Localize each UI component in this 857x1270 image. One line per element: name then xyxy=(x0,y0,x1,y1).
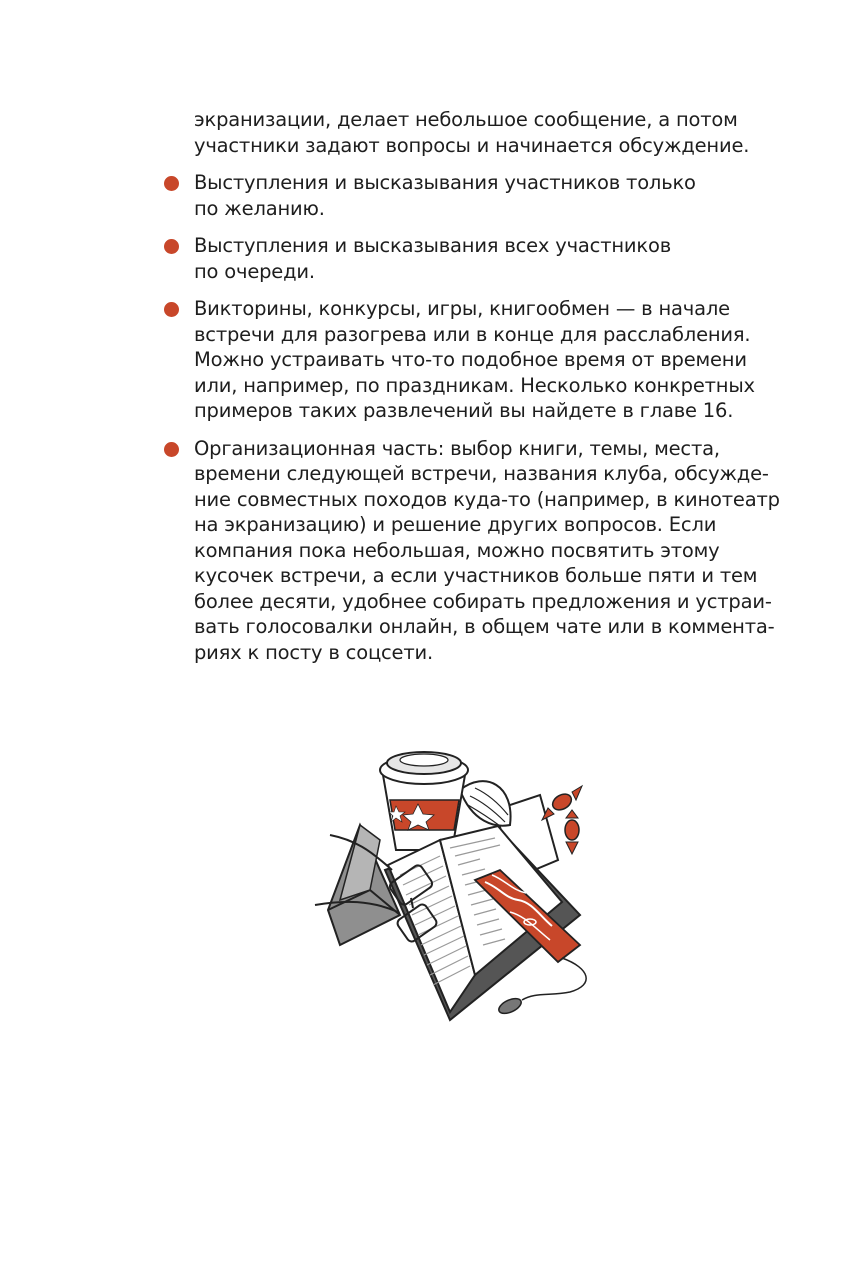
text-line: по очереди. xyxy=(194,259,315,283)
text-line: Викторины, конкурсы, игры, книгообмен — в начале xyxy=(194,297,730,320)
text-line: участники задают вопросы и начинается обсуждение. xyxy=(194,133,750,157)
text-line: Выступления и высказывания всех участников xyxy=(194,234,671,257)
bullet-item xyxy=(194,436,784,666)
text-line: ние совместных походов куда-то (например, в кинотеатр xyxy=(194,487,780,511)
text-line: на экранизацию) и решение других вопросов. Если xyxy=(194,513,717,536)
bullet-dot-icon xyxy=(164,302,179,317)
coffee-cup-icon xyxy=(380,752,468,850)
bullet-dot-icon xyxy=(164,442,179,457)
bullet-item xyxy=(194,233,784,284)
text-line: вать голосовалки онлайн, в общем чате или в коммента- xyxy=(194,615,775,638)
text-line: по желанию. xyxy=(194,196,325,220)
seashell-icon xyxy=(460,781,511,826)
page-text xyxy=(194,107,784,677)
text-line: кусочек встречи, а если участников больше пяти и тем xyxy=(194,564,758,587)
text-line: Можно устраивать что-то подобное время от времени xyxy=(194,348,747,371)
continuation-paragraph xyxy=(194,107,784,158)
text-line: компания пока небольшая, можно посвятить этому xyxy=(194,538,720,562)
text-line: или, например, по праздникам. Несколько конкретных xyxy=(194,373,755,397)
text-line: примеров таких развлечений вы найдете в главе 16. xyxy=(194,399,734,422)
text-line: риях к посту в соцсети. xyxy=(194,640,433,664)
bullet-item xyxy=(194,170,784,221)
book-coffee-illustration xyxy=(300,730,600,1030)
text-line: более десяти, удобнее собирать предложения и устраи- xyxy=(194,589,772,613)
text-line: Выступления и высказывания участников только xyxy=(194,171,696,194)
bullet-dot-icon xyxy=(164,239,179,254)
bullet-item xyxy=(194,296,784,424)
text-line: экранизации, делает небольшое сообщение, а потом xyxy=(194,108,738,131)
text-line: Организационная часть: выбор книги, темы, места, xyxy=(194,436,720,460)
text-line: встречи для разогрева или в конце для расслабления. xyxy=(194,322,751,346)
bullet-dot-icon xyxy=(164,176,179,191)
text-line: времени следующей встречи, названия клуба, обсужде- xyxy=(194,462,769,485)
